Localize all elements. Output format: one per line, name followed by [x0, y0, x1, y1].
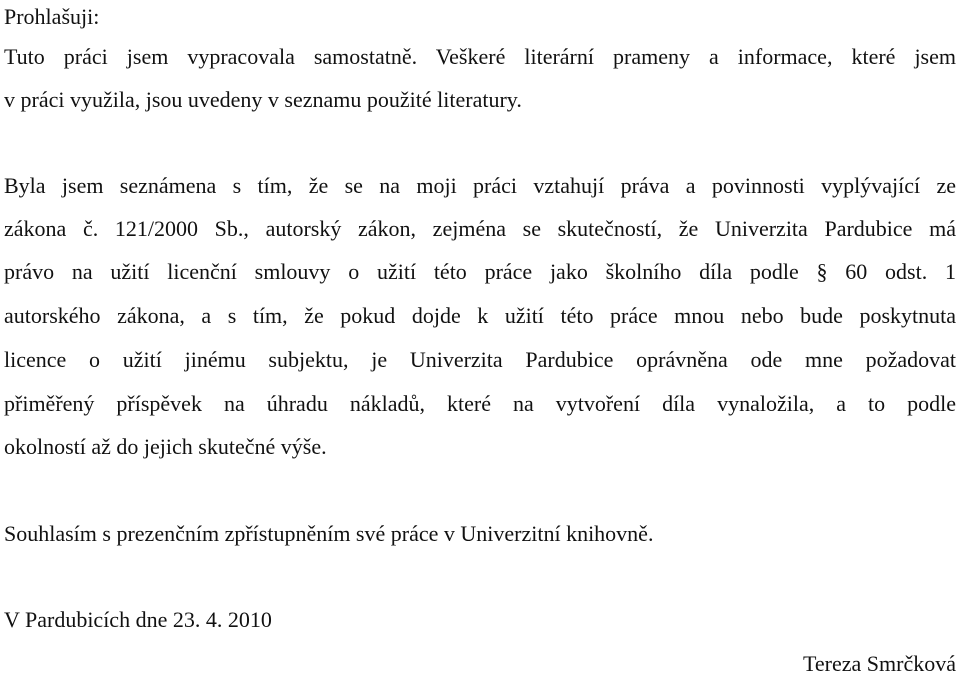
paragraph2-line-7: okolností až do jejich skutečné výše. [4, 434, 327, 459]
declaration-heading: Prohlašuji: [4, 4, 100, 29]
paragraph1-line-2: v práci využila, jsou uvedeny v seznamu použité literatury. [4, 87, 522, 112]
paragraph2-line-4: autorského zákona, a s tím, že pokud dojde k užití této práce mnou nebo bude poskytnuta [4, 303, 956, 328]
paragraph2-line-5: licence o užití jinému subjektu, je Univerzita Pardubice oprávněna ode mne požadovat [4, 347, 956, 372]
paragraph2-line-2: zákona č. 121/2000 Sb., autorský zákon, zejména se skutečností, že Univerzita Pardubice má [4, 216, 956, 241]
paragraph2-line-3: právo na užití licenční smlouvy o užití této práce jako školního díla podle § 60 odst. 1 [4, 259, 956, 284]
paragraph1-line-1: Tuto práci jsem vypracovala samostatně. Veškeré literární prameny a informace, které jsem [4, 44, 956, 69]
paragraph2-line-1: Byla jsem seznámena s tím, že se na moji práci vztahují práva a povinnosti vyplývající ze [4, 173, 956, 198]
place-and-date: V Pardubicích dne 23. 4. 2010 [4, 607, 272, 632]
consent-paragraph: Souhlasím s prezenčním zpřístupněním své práce v Univerzitní knihovně. [4, 521, 654, 546]
paragraph2-line-6: přiměřený příspěvek na úhradu nákladů, které na vytvoření díla vynaložila, a to podle [4, 391, 956, 416]
signature-name: Tereza Smrčková [803, 651, 956, 676]
